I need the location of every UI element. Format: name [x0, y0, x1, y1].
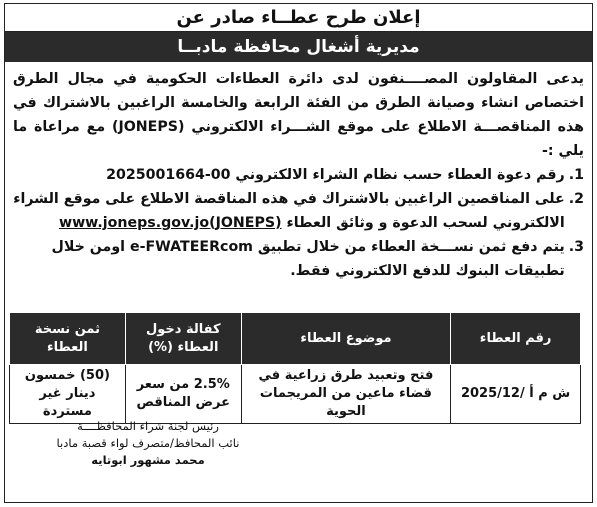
item-text: يتم دفع ثمن نســـخة العطاء من خلال تطبيق e-FWATEERcom اومن خلال تطبيقات البنوك للدفع الالكتروني فقط. — [51, 239, 565, 279]
item-number: 1. — [568, 167, 584, 183]
header-copy-price: ثمن نسخة العطاء — [10, 313, 126, 365]
ad-subtitle: مديرية أشغال محافظة مادبــا — [5, 32, 592, 62]
signature-name: محمد مشهور ابوتايه — [91, 453, 205, 467]
list-item — [13, 163, 584, 187]
list-item — [13, 235, 584, 283]
ad-body — [5, 62, 592, 283]
table-row — [10, 365, 581, 424]
tender-table — [9, 312, 581, 424]
item-number: 2. — [568, 191, 584, 207]
item-number: 3. — [568, 239, 584, 255]
header-bid-guarantee: كفالة دخول العطاء (%) — [125, 313, 241, 365]
ad-title: إعلان طرح عطــاء صادر عن — [5, 4, 592, 32]
item-text: على المناقصين الراغبين بالاشتراك في هذه المناقصة الاطلاع على موقع الشراء الالكتروني لسحب الدعوة و وثائق العطاء — [13, 191, 565, 231]
joneps-link[interactable]: (JONEPS)www.joneps.gov.jo — [58, 215, 282, 231]
cell-copy-price: (50) خمسون دينار غير مستردة — [10, 365, 126, 424]
table-header-row — [10, 313, 581, 365]
item-text: رقم دعوة العطاء حسب نظام الشراء الالكتروني 00-2025001664 — [106, 167, 565, 183]
cell-bid-guarantee: 2.5% من سعر عرض المناقص — [125, 365, 241, 424]
signature-title: رئيس لجنة شراء المحافظــــة — [77, 419, 219, 433]
item-text-wrap — [13, 187, 565, 235]
cell-tender-number: ش م أ /2025/12 — [451, 365, 581, 424]
header-tender-number: رقم العطاء — [451, 313, 581, 365]
cell-tender-subject: فتح وتعبيد طرق زراعية في قضاء ماعين من المريجمات الحوية — [241, 365, 451, 424]
signature-block — [18, 418, 278, 469]
list-item — [13, 187, 584, 235]
signature-position: نائب المحافظ/متصرف لواء قصبة مادبا — [56, 436, 240, 450]
intro-paragraph: يدعى المقاولون المصــــنفون لدى دائرة العطاءات الحكومية في مجال الطرق اختصاص انشاء وصيانة الطرق من الفئة الرابعة والخامسة الراغبين بالاشتراك في هذه المناقصـــة الاطلاع على موقع الشـــراء الالكتروني (JONEPS) مع مراعاة ما يلي :- — [13, 71, 584, 159]
header-tender-subject: موضوع العطاء — [241, 313, 451, 365]
